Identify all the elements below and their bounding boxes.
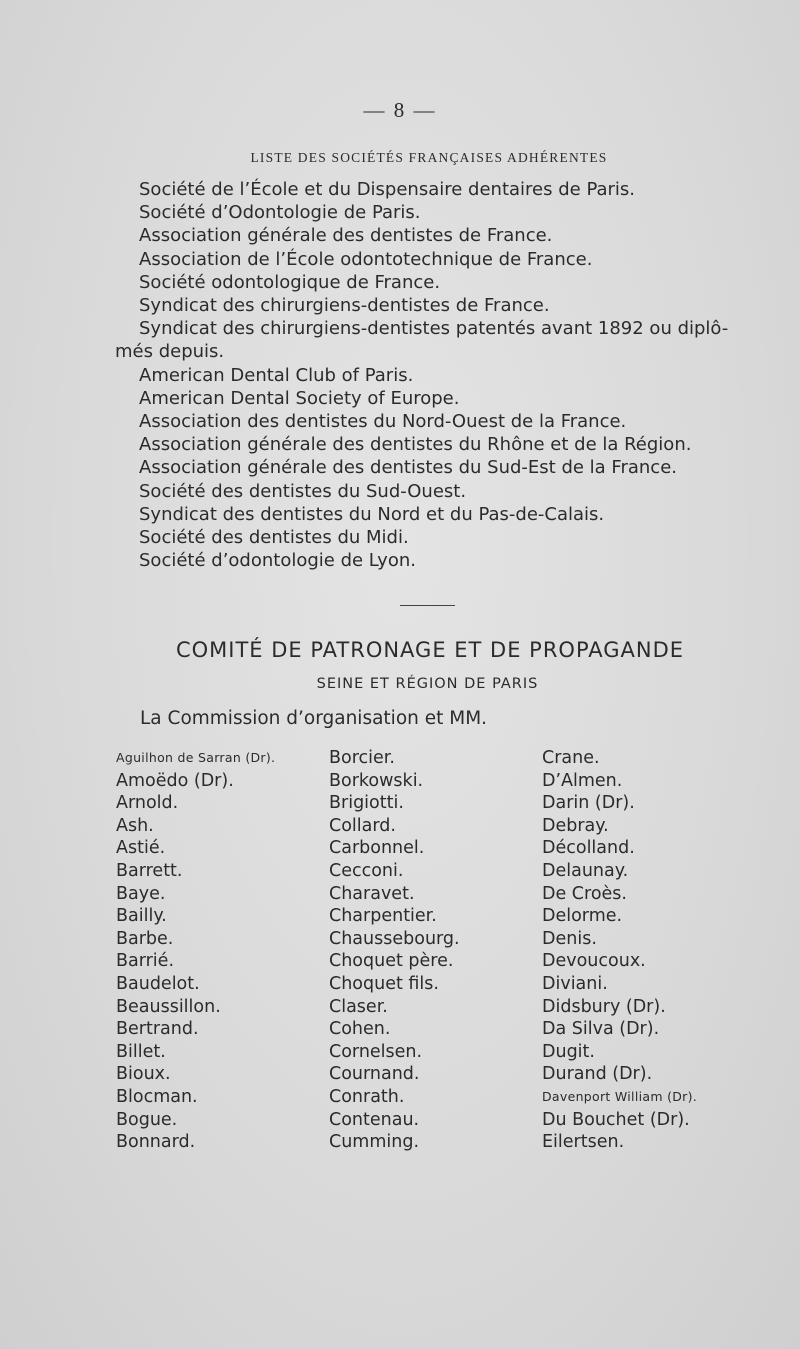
list-item-continuation: més depuis. — [115, 341, 225, 363]
member-name: Beaussillon. — [116, 996, 221, 1017]
member-name: Da Silva (Dr). — [542, 1019, 660, 1040]
member-name: Cornelsen. — [329, 1041, 423, 1062]
section-divider — [400, 605, 455, 606]
member-name: Décolland. — [542, 838, 635, 859]
member-column-3 — [542, 747, 697, 1154]
member-name: Collard. — [329, 815, 396, 836]
list-item: American Dental Club of Paris. — [139, 364, 414, 386]
list-item: Société odontologique de France. — [139, 271, 441, 293]
list-item: American Dental Society of Europe. — [139, 387, 460, 409]
list-item: Société des dentistes du Midi. — [139, 527, 409, 549]
member-names — [0, 747, 800, 1177]
member-name: Carbonnel. — [329, 838, 425, 859]
member-name: Diviani. — [542, 973, 608, 994]
member-name: Charavet. — [329, 883, 415, 904]
member-name: Conrath. — [329, 1086, 405, 1107]
member-name: Bailly. — [116, 906, 167, 927]
member-name: Barbe. — [116, 928, 174, 949]
member-name: Darin (Dr). — [542, 793, 635, 814]
member-name: Delaunay. — [542, 860, 629, 881]
member-name: Brigiotti. — [329, 793, 404, 814]
member-name: Dugit. — [542, 1041, 595, 1062]
member-name: Crane. — [542, 748, 600, 768]
list-item: Société d’Odontologie de Paris. — [139, 202, 421, 224]
member-name: Baye. — [116, 883, 166, 904]
committee-subtitle: SEINE ET RÉGION DE PARIS — [316, 676, 539, 692]
member-name: Amoëdo (Dr). — [116, 770, 234, 791]
member-name: Blocman. — [116, 1086, 198, 1107]
member-name: Cournand. — [329, 1064, 420, 1085]
member-name: De Croès. — [542, 883, 627, 904]
list-item: Syndicat des chirurgiens-dentistes patentés avant 1892 ou diplô- — [139, 318, 729, 340]
member-name: Bonnard. — [116, 1132, 196, 1153]
member-name: Chaussebourg. — [329, 928, 460, 949]
list-item: Société de l’École et du Dispensaire dentaires de Paris. — [139, 179, 636, 200]
list-item: Société des dentistes du Sud-Ouest. — [139, 480, 467, 502]
member-name: Borcier. — [329, 748, 395, 768]
member-name: Charpentier. — [329, 906, 437, 927]
member-name: Bertrand. — [116, 1019, 199, 1040]
list-item: Association générale des dentistes de France. — [139, 225, 553, 247]
member-name: Choquet père. — [329, 951, 454, 972]
member-name: Contenau. — [329, 1109, 420, 1130]
member-name: D’Almen. — [542, 770, 623, 791]
member-name: Devoucoux. — [542, 951, 646, 972]
member-name: Barrett. — [116, 860, 183, 881]
list-heading: LISTE DES SOCIÉTÉS FRANÇAISES ADHÉRENTES — [250, 150, 608, 165]
member-name: Borkowski. — [329, 770, 424, 791]
member-name: Debray. — [542, 815, 609, 836]
member-name: Cumming. — [329, 1132, 420, 1153]
member-name: Baudelot. — [116, 973, 200, 994]
member-name: Davenport William (Dr). — [542, 1088, 698, 1104]
committee-intro: La Commission d’organisation et MM. — [140, 708, 488, 729]
member-name: Aguilhon de Sarran (Dr). — [116, 750, 276, 765]
member-name: Bogue. — [116, 1109, 178, 1130]
member-name: Bioux. — [116, 1064, 171, 1085]
list-item: Syndicat des dentistes du Nord et du Pas-de-Calais. — [139, 503, 605, 525]
list-item: Association générale des dentistes du Rhône et de la Région. — [139, 434, 692, 456]
member-name: Cecconi. — [329, 860, 404, 881]
member-name: Arnold. — [116, 793, 179, 814]
member-name: Astié. — [116, 838, 166, 859]
member-name: Ash. — [116, 815, 154, 836]
list-item: Syndicat des chirurgiens-dentistes de France. — [139, 295, 550, 317]
list-item: Association des dentistes du Nord-Ouest de la France. — [139, 411, 627, 433]
society-list — [115, 178, 755, 572]
member-name: Delorme. — [542, 906, 623, 927]
member-name: Barrié. — [116, 951, 175, 972]
member-name: Claser. — [329, 996, 388, 1017]
member-name: Choquet fils. — [329, 973, 439, 994]
member-name: Didsbury (Dr). — [542, 996, 666, 1017]
member-name: Eilertsen. — [542, 1132, 625, 1153]
list-item: Association de l’École odontotechnique de France. — [139, 248, 593, 270]
member-name: Billet. — [116, 1041, 166, 1062]
list-item: Société d’odontologie de Lyon. — [139, 550, 416, 572]
committee-title: COMITÉ DE PATRONAGE ET DE PROPAGANDE — [175, 638, 685, 662]
member-column-2 — [329, 747, 460, 1154]
member-column-1 — [116, 747, 275, 1154]
page-number: — 8 — — [363, 98, 437, 122]
member-name: Du Bouchet (Dr). — [542, 1109, 690, 1130]
member-name: Denis. — [542, 928, 597, 949]
member-name: Durand (Dr). — [542, 1064, 653, 1085]
member-name: Cohen. — [329, 1019, 391, 1040]
list-item: Association générale des dentistes du Sud-Est de la France. — [139, 457, 677, 479]
